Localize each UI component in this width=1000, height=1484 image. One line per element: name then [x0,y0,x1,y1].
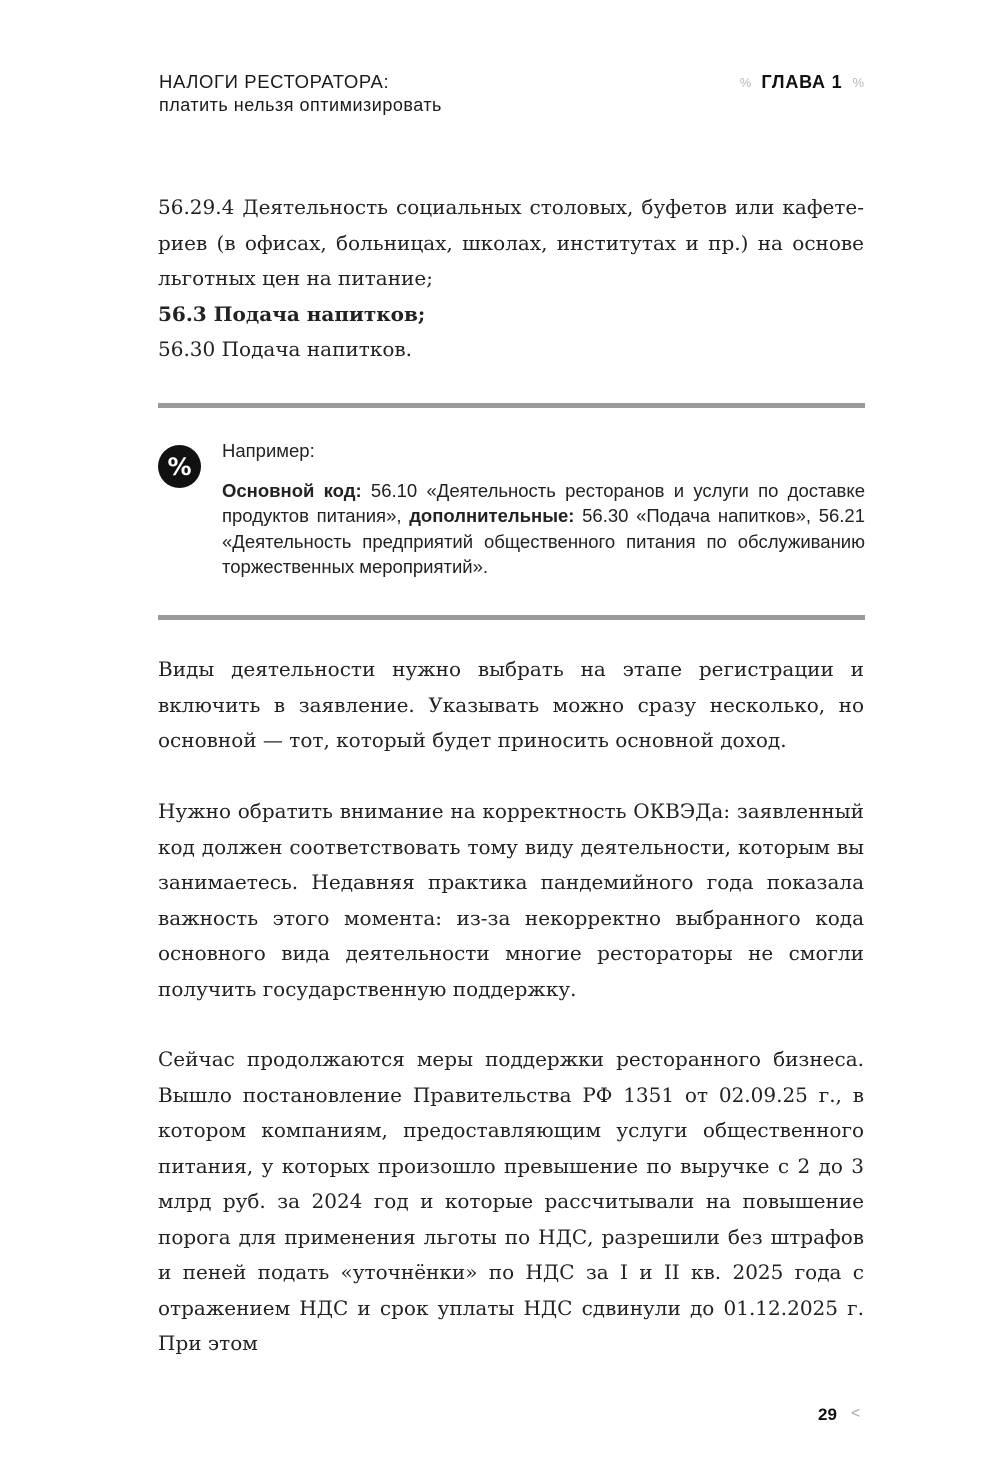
okved-list [158,190,864,368]
list-item-56-29-4-line3: льготных цен на питание; [158,266,433,290]
callout-example [222,478,865,579]
list-item-56-29-4-line2: риев (в офисах, больницах, школах, институтах и пр.) на основе [158,230,864,255]
paragraph-3: Сейчас продолжаются меры поддержки ресторанного бизнеса. Вышло постановление Правительства РФ 1351 от 02.09.25 г., в котором компаниям, предоставляющим услуги общественного питания, у которых произошло превышение по выручке с 2 до 3 млрд руб. за 2024 год и которые рассчитывали на повышение порога для применения льготы по НДС, разрешили без штрафов и пеней подать «уточнёнки» по НДС за I и II кв. 2025 года с отражением НДС и срок уплаты НДС сдвинули до 01.12.2025 г. При этом [158,1047,864,1355]
page-number: 29 [818,1405,837,1424]
callout-label: Например: [222,440,315,461]
chapter-marker [740,72,864,93]
callout-top-rule [158,403,865,408]
running-header [159,70,442,116]
paragraph-1: Виды деятельности нужно выбрать на этапе регистрации и включить в заявление. Указывать можно сразу несколько, но основной — тот, который будет приносить основной доход. [158,657,864,752]
main-code-label: Основной код: [222,480,362,501]
book-title: НАЛОГИ РЕСТОРАТОРА: [159,71,390,92]
list-item-56-29-4-line1: 56.29.4 Деятельность социальных столовых, буфетов или кафете- [158,195,864,219]
chapter-label: ГЛАВА 1 [761,72,843,92]
percent-ornament-right-icon: % [852,75,864,90]
page-arrow-icon: < [851,1405,861,1422]
extra-codes-label: дополнительные: [409,505,575,527]
main-code-text: 56.10 «Деятельность ресторанов и услуги по доставке продуктов питания», [222,480,865,527]
paragraph-2: Нужно обратить внимание на корректность ОКВЭДа: заявленный код должен соответствовать тому виду деятельности, которым вы занимаетесь. Недавняя практика пандемийного года показала важность этого момента: из-за некорректно выбранного кода основного вида деятельности многие рестораторы не смогли получить государственную поддержку. [158,799,864,1001]
list-item-56-30: 56.30 Подача напитков. [158,337,412,361]
callout-bottom-rule [158,615,865,620]
list-item-56-3: 56.3 Подача напитков; [158,301,426,326]
percent-ornament-left-icon: % [739,75,752,90]
book-subtitle: платить нельзя оптимизировать [159,95,442,115]
percent-badge-icon: % [158,445,201,488]
extra-codes-text: 56.30 «Подача напитков», 56.21 «Деятельность предприятий общественного питания по обслуживанию торжественных мероприятий». [222,505,865,577]
